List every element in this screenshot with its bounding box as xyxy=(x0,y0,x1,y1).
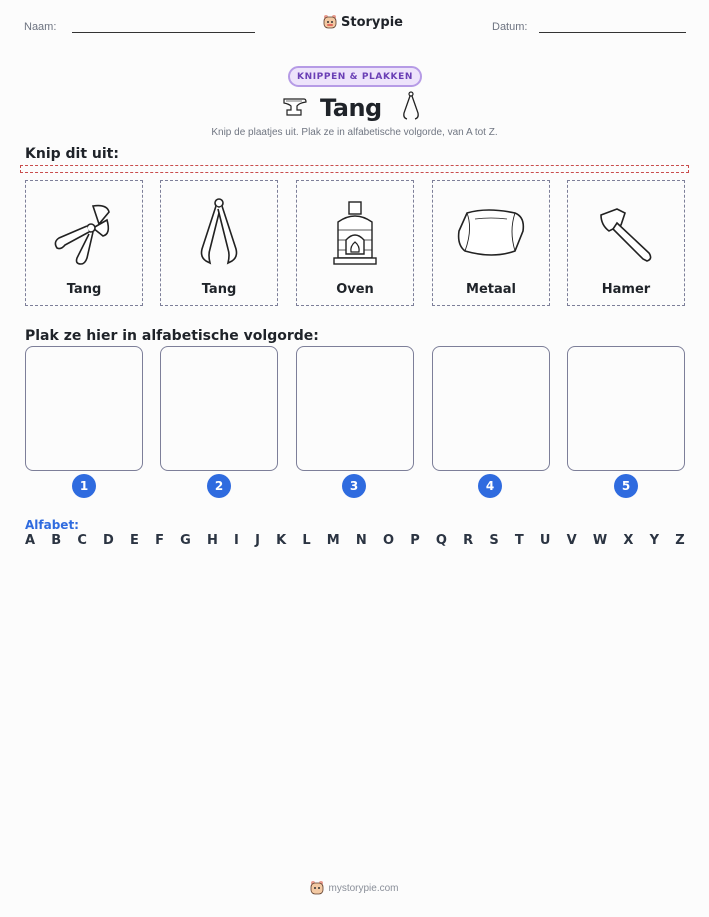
brand-name: Storypie xyxy=(341,14,403,30)
storypie-mascot-icon xyxy=(323,14,337,30)
date-label: Datum: xyxy=(492,21,528,33)
letter: Z xyxy=(675,533,685,548)
cut-card-4[interactable] xyxy=(432,180,550,306)
letter: C xyxy=(77,533,87,548)
letter: Q xyxy=(435,533,447,548)
paste-heading: Plak ze hier in alfabetische volgorde: xyxy=(25,328,319,344)
paste-slot-5[interactable] xyxy=(567,346,685,471)
paste-slot-3[interactable] xyxy=(296,346,414,471)
paste-slot-1[interactable] xyxy=(25,346,143,471)
page-title: Tang xyxy=(320,94,382,122)
card-label: Oven xyxy=(336,282,374,297)
brand-logo xyxy=(323,14,403,30)
letter: M xyxy=(326,533,340,548)
cut-card-2[interactable] xyxy=(160,180,278,306)
activity-badge: KNIPPEN & PLAKKEN xyxy=(288,66,422,87)
slot-number: 3 xyxy=(342,474,366,498)
cut-line xyxy=(20,165,689,173)
letter: U xyxy=(539,533,551,548)
letter: Y xyxy=(649,533,660,548)
name-label: Naam: xyxy=(24,21,57,33)
name-line[interactable] xyxy=(72,32,255,33)
tongs-title-icon xyxy=(401,91,421,123)
letter: S xyxy=(489,533,499,548)
card-label: Metaal xyxy=(466,282,516,297)
letter: K xyxy=(276,533,287,548)
cut-card-3[interactable] xyxy=(296,180,414,306)
metal-ingot-icon xyxy=(433,193,549,273)
letter: W xyxy=(592,533,608,548)
letter: F xyxy=(155,533,164,548)
letter: O xyxy=(382,533,395,548)
letter: N xyxy=(355,533,367,548)
letter: A xyxy=(25,533,36,548)
slot-number: 1 xyxy=(72,474,96,498)
paste-slot-4[interactable] xyxy=(432,346,550,471)
slot-number: 5 xyxy=(614,474,638,498)
letter: J xyxy=(255,533,260,548)
instructions: Knip de plaatjes uit. Plak ze in alfabetische volgorde, van A tot Z. xyxy=(211,127,498,138)
letter: R xyxy=(463,533,474,548)
letter: D xyxy=(103,533,114,548)
letter: B xyxy=(51,533,62,548)
letter: E xyxy=(130,533,139,548)
card-label: Hamer xyxy=(601,282,651,297)
letter: H xyxy=(206,533,218,548)
card-label: Tang xyxy=(66,282,102,297)
letter: T xyxy=(514,533,524,548)
brick-oven-icon xyxy=(297,193,413,273)
slot-number: 4 xyxy=(478,474,502,498)
letter: L xyxy=(302,533,311,548)
cut-card-1[interactable] xyxy=(25,180,143,306)
alphabet-heading: Alfabet: xyxy=(25,518,79,532)
footer-url[interactable]: mystorypie.com xyxy=(328,882,399,894)
card-label: Tang xyxy=(201,282,237,297)
tongs-icon xyxy=(161,193,277,273)
date-line[interactable] xyxy=(539,32,686,33)
slot-number: 2 xyxy=(207,474,231,498)
alphabet-row xyxy=(25,533,685,548)
letter: X xyxy=(623,533,634,548)
letter: I xyxy=(234,533,239,548)
anvil-icon xyxy=(282,96,308,118)
letter: P xyxy=(410,533,420,548)
footer xyxy=(0,880,709,896)
storypie-mascot-icon xyxy=(310,880,324,896)
letter: G xyxy=(180,533,191,548)
pliers-icon xyxy=(26,193,142,273)
paste-slot-2[interactable] xyxy=(160,346,278,471)
hammer-icon xyxy=(568,193,684,273)
cut-card-5[interactable] xyxy=(567,180,685,306)
cut-heading: Knip dit uit: xyxy=(25,146,119,162)
letter: V xyxy=(566,533,577,548)
